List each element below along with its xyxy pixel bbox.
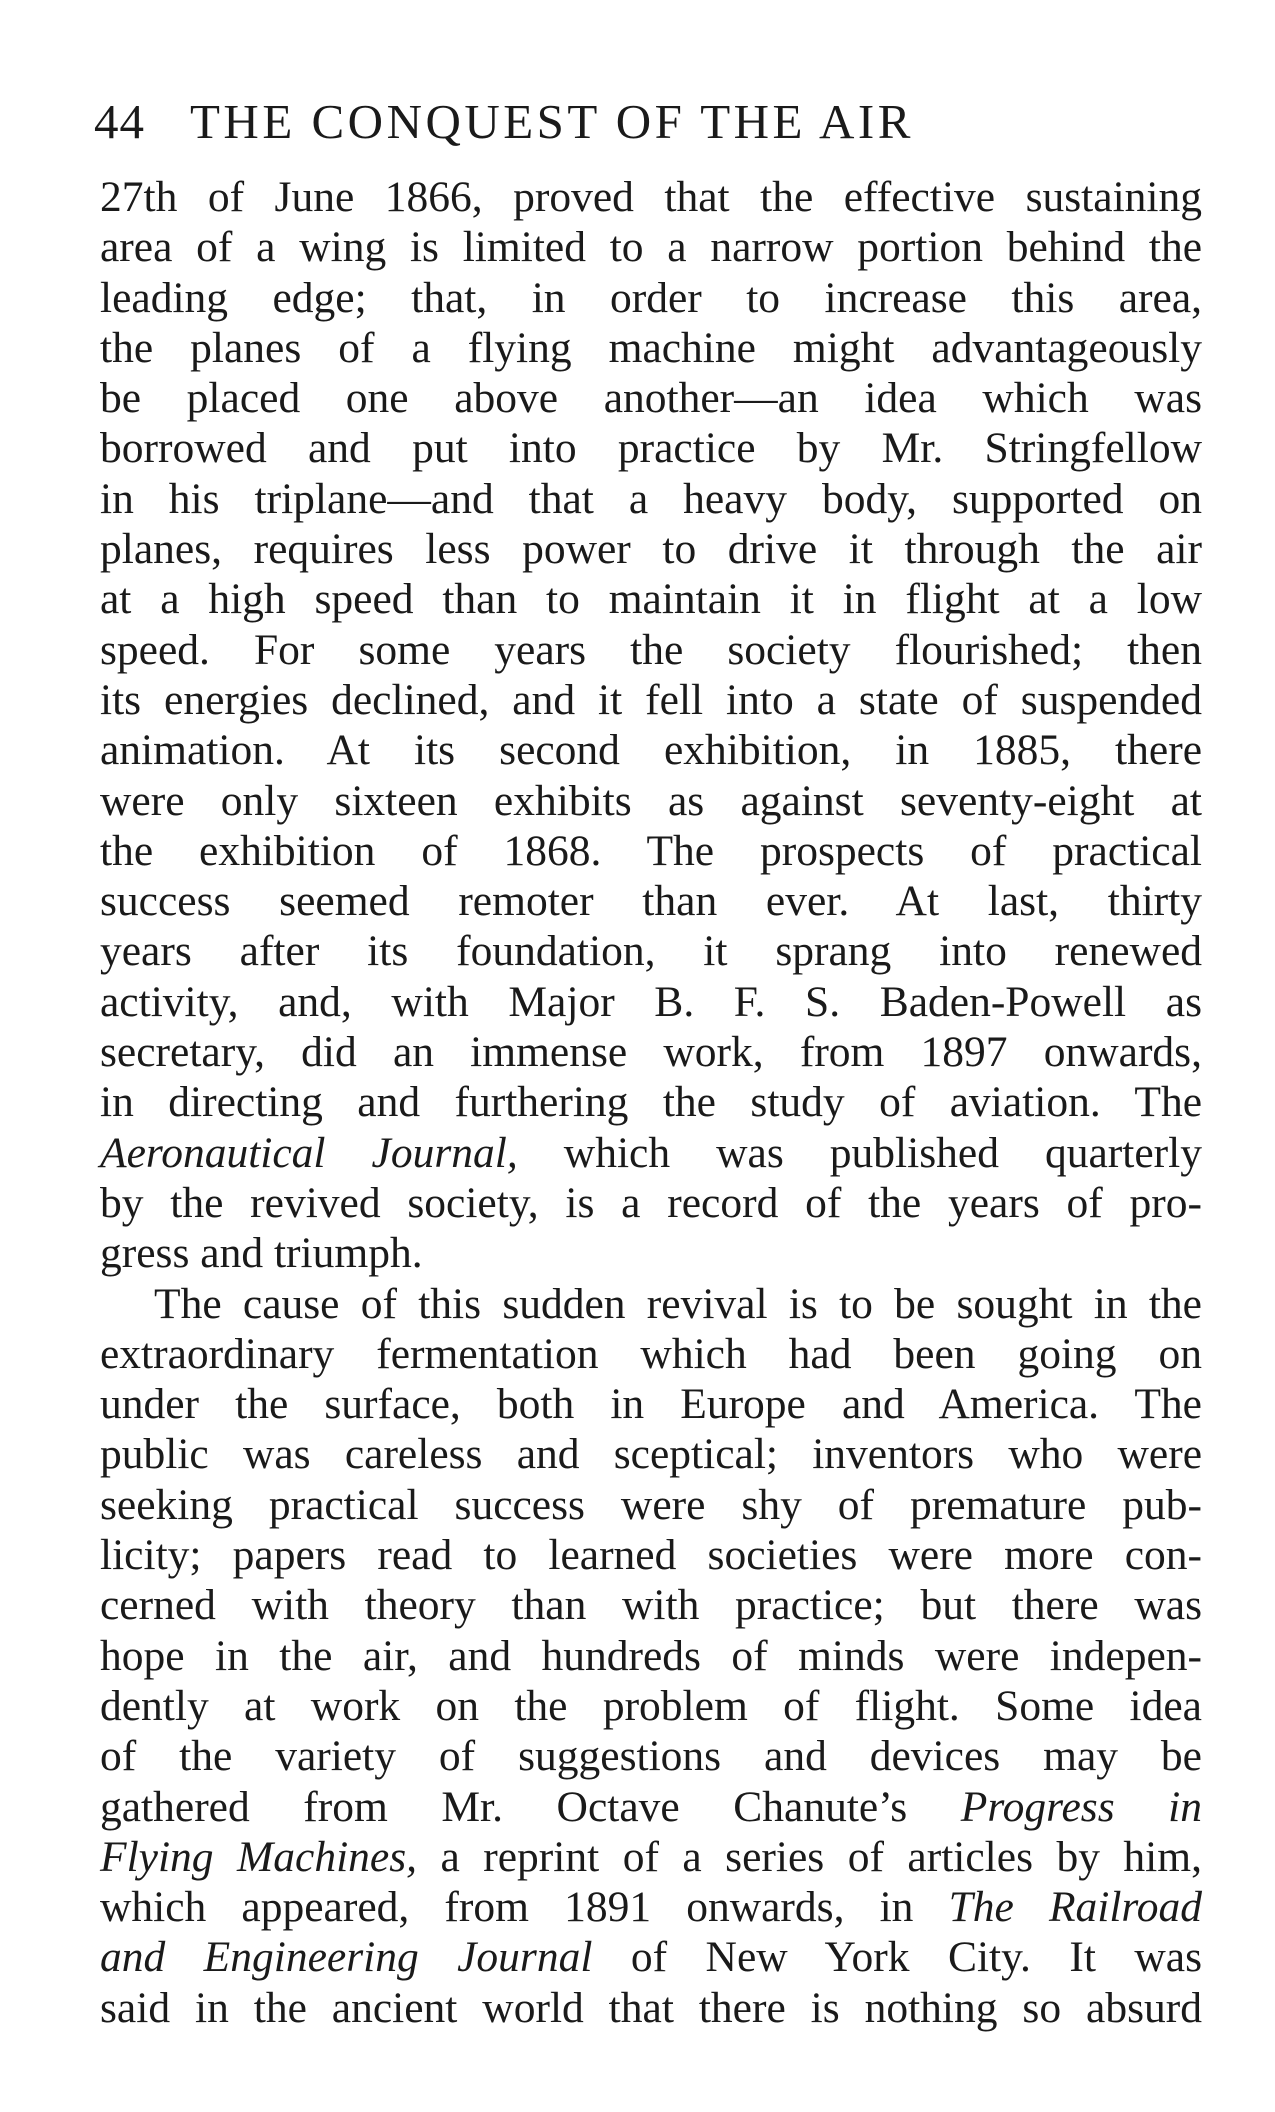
text-line: public was careless and sceptical; inventors who were bbox=[100, 1430, 1202, 1479]
text-line bbox=[100, 1832, 1202, 1882]
page-number: 44 bbox=[94, 94, 145, 149]
text-line bbox=[100, 1882, 1202, 1932]
text-line: extraordinary fermentation which had been going on bbox=[100, 1329, 1202, 1378]
text-run: which was published quarterly bbox=[517, 1128, 1202, 1177]
text-line: success seemed remoter than ever. At last, thirty bbox=[100, 877, 1202, 926]
journal-title-italic: Aeronautical Journal, bbox=[100, 1128, 518, 1177]
text-line: years after its foundation, it sprang into renewed bbox=[100, 927, 1202, 976]
text-line bbox=[100, 1128, 1202, 1178]
text-line: in his triplane—and that a heavy body, supported on bbox=[100, 474, 1202, 523]
running-title: THE CONQUEST OF THE AIR bbox=[190, 94, 914, 149]
text-line: 27th of June 1866, proved that the effective sustaining bbox=[100, 173, 1202, 221]
text-line: by the revived society, is a record of the years of pro- bbox=[100, 1178, 1202, 1227]
text-line: the planes of a flying machine might advantageously bbox=[100, 323, 1202, 372]
text-line: dently at work on the problem of flight. Some idea bbox=[100, 1681, 1202, 1730]
text-line bbox=[100, 1932, 1202, 1982]
text-run: which appeared, from 1891 onwards, in bbox=[100, 1883, 949, 1932]
text-line: animation. At its second exhibition, in 1885, there bbox=[100, 726, 1202, 775]
text-run: gathered from Mr. Octave Chanute’s bbox=[100, 1782, 961, 1831]
text-line: cerned with theory than with practice; but there was bbox=[100, 1581, 1202, 1630]
text-line: of the variety of suggestions and devices may be bbox=[100, 1732, 1202, 1781]
text-line: speed. For some years the society flourished; then bbox=[100, 625, 1202, 674]
text-line: in directing and furthering the study of aviation. The bbox=[100, 1078, 1202, 1127]
text-line: activity, and, with Major B. F. S. Baden-Powell as bbox=[100, 977, 1202, 1026]
text-run: of New York City. It was bbox=[592, 1933, 1202, 1982]
text-line: gress and triumph. bbox=[100, 1229, 423, 1278]
text-line: borrowed and put into practice by Mr. Stringfellow bbox=[100, 424, 1202, 473]
text-line: seeking practical success were shy of premature pub- bbox=[100, 1480, 1202, 1529]
text-line: at a high speed than to maintain it in flight at a low bbox=[100, 575, 1202, 624]
text-line: under the surface, both in Europe and America. The bbox=[100, 1380, 1202, 1429]
text-line: licity; papers read to learned societies were more con- bbox=[100, 1531, 1202, 1580]
text-line: area of a wing is limited to a narrow portion behind the bbox=[100, 223, 1202, 272]
text-line: leading edge; that, in order to increase this area, bbox=[100, 273, 1202, 322]
text-line: the exhibition of 1868. The prospects of practical bbox=[100, 826, 1202, 875]
text-line: were only sixteen exhibits as against seventy-eight at bbox=[100, 776, 1202, 825]
text-line: its energies declined, and it fell into a state of suspended bbox=[100, 675, 1202, 724]
body-text bbox=[100, 172, 1202, 2033]
text-line: The cause of this sudden revival is to be sought in the bbox=[154, 1279, 1202, 1328]
text-line: secretary, did an immense work, from 1897 onwards, bbox=[100, 1028, 1202, 1077]
journal-title-italic: The Railroad bbox=[948, 1883, 1202, 1932]
text-line: hope in the air, and hundreds of minds were indepen- bbox=[100, 1631, 1202, 1680]
text-line: planes, requires less power to drive it through the air bbox=[100, 525, 1202, 574]
text-line bbox=[100, 1782, 1202, 1832]
text-line: be placed one above another—an idea which was bbox=[100, 374, 1202, 423]
running-head bbox=[94, 92, 1204, 152]
text-run: a reprint of a series of articles by him, bbox=[417, 1832, 1202, 1881]
text-line: said in the ancient world that there is nothing so absurd bbox=[100, 1983, 1202, 2032]
journal-title-italic: and Engineering Journal bbox=[100, 1933, 593, 1982]
book-title-italic: Flying Machines, bbox=[100, 1832, 418, 1881]
book-title-italic: Progress in bbox=[960, 1782, 1202, 1831]
